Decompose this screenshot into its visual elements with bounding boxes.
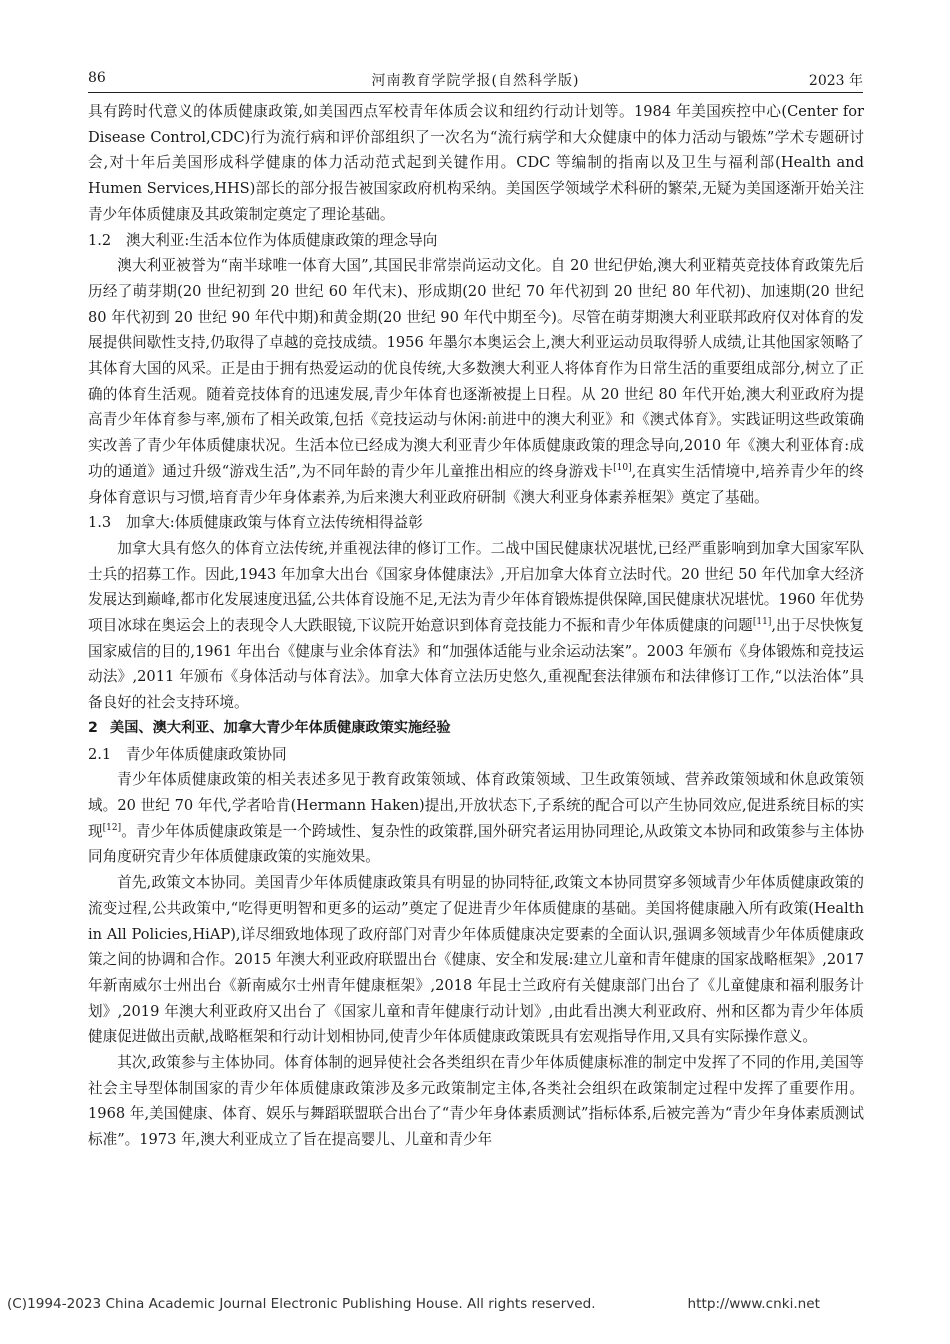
copyright-footer	[0, 1296, 950, 1316]
paragraph	[88, 767, 864, 870]
paragraph-text: ,出于尽快恢复国家威信的目的,1961 年出台《健康与业余体育法》和“加强体适能与业余运动法案”。2003 年颁布《身体锻炼和竞技运动法》,2011 年颁布《身体活动与体育法》。加拿大体育立法历史悠久,重视配套法律颁布和法律修订工作,“以法治体”具备良好的社会支持环境。	[88, 617, 865, 712]
paragraph	[88, 253, 864, 510]
paragraph: 其次,政策参与主体协同。体育体制的迥异使社会各类组织在青少年体质健康标准的制定中发挥了不同的作用,美国等社会主导型体制国家的青少年体质健康政策涉及多元政策制定主体,各类社会组织在政策制定过程中发挥了重要作用。1968 年,美国健康、体育、娱乐与舞蹈联盟联合出台了“青少年身体素质测试”指标体系,后被完善为“青少年身体素质测试标准”。1973 年,澳大利亚成立了旨在提高婴儿、儿童和青少年	[88, 1054, 864, 1149]
paragraph-text: 青少年体质健康政策的相关表述多见于教育政策领域、体育政策领域、卫生政策领域、营养政策领域和休息政策领域。20 世纪 70 年代,学者哈肯(Hermann Haken)提出,开放状态下,子系统的配合可以产生协同效应,促进系统目标的实现	[88, 771, 864, 840]
paragraph: 首先,政策文本协同。美国青少年体质健康政策具有明显的协同特征,政策文本协同贯穿多领域青少年体质健康政策的流变过程,公共政策中,“吃得更明智和更多的运动”奠定了促进青少年体质健康的基础。美国将健康融入所有政策(Health in All Policies,HiAP),详尽细致地体现了政府部门对青少年体质健康决定要素的全面认识,强调多领域青少年体质健康政策之间的协调和合作。2015 年澳大利亚政府联盟出台《健康、安全和发展:建立儿童和青年健康的国家战略框架》,2017 年新南威尔士州出台《新南威尔士州青年健康框架》,2018 年昆士兰政府有关健康部门出台了《儿童健康和福利服务计划》,2019 年澳大利亚政府又出台了《国家儿童和青年健康行动计划》,由此看出澳大利亚政府、州和区都为青少年体质健康促进做出贡献,战略框架和行动计划相协同,使青少年体质健康政策既具有宏观指导作用,又具有实际操作意义。	[88, 874, 864, 1046]
paragraph	[88, 536, 864, 716]
section-number: 1.3	[88, 514, 112, 532]
section-heading-2-1	[88, 742, 864, 768]
citation-ref: [11]	[752, 617, 772, 628]
paragraph: 具有跨时代意义的体质健康政策,如美国西点军校青年体质会议和纽约行动计划等。1984 年美国疾控中心(Center for Disease Control,CDC)行为流行病和评价部组织了一次名为“流行病学和大众健康中的体力活动与锻炼”学术专题研讨会,对十年后美国形成科学健康的体力活动范式起到关键作用。CDC 等编制的指南以及卫生与福利部(Health and Humen Services,HHS)部长的部分报告被国家政府机构采纳。美国医学领域学术科研的繁荣,无疑为美国逐渐开始关注青少年体质健康及其政策制定奠定了理论基础。	[88, 103, 864, 223]
page-number: 86	[88, 70, 106, 86]
citation-ref: [10]	[613, 462, 632, 473]
section-heading-1-3	[88, 510, 864, 536]
copyright-notice: (C)1994-2023 China Academic Journal Electronic Publishing House. All rights reserved.	[7, 1296, 596, 1312]
paragraph-text: 澳大利亚被誉为“南半球唯一体育大国”,其国民非常崇尚运动文化。自 20 世纪伊始,澳大利亚精英竞技体育政策先后历经了萌芽期(20 世纪初到 20 世纪 60 年代末)、形成期(20 世纪 70 年代初到 20 世纪 80 年代初)、加速期(20 世纪 80 年代初到 20 世纪 90 年代中期)和黄金期(20 世纪 90 年代中期至今)。尽管在萌芽期澳大利亚联邦政府仅对体育的发展提供间歇性支持,仍取得了卓越的竞技成绩。1956 年墨尔本奥运会上,澳大利亚运动员取得骄人成绩,让其他国家领略了其体育大国的风采。正是由于拥有热爱运动的优良传统,大多数澳大利亚人将体育作为日常生活的重要组成部分,树立了正确的体育生活观。随着竞技体育的迅速发展,青少年体育也逐渐被提上日程。从 20 世纪 80 年代开始,澳大利亚政府为提高青少年体育参与率,颁布了相关政策,包括《竞技运动与休闲:前进中的澳大利亚》和《澳式体育》。实践证明这些政策确实改善了青少年体质健康状况。生活本位已经成为澳大利亚青少年体质健康政策的理念导向,2010 年《澳大利亚体育:成功的通道》通过升级“游戏生活”,为不同年龄的青少年儿童推出相应的终身游戏卡	[88, 257, 864, 480]
section-number: 1.2	[88, 231, 112, 249]
source-url[interactable]: http://www.cnki.net	[687, 1296, 820, 1312]
running-header	[88, 66, 863, 93]
article-body	[88, 99, 864, 1153]
section-title: 澳大利亚:生活本位作为体质健康政策的理念导向	[126, 231, 438, 249]
journal-title: 河南教育学院学报(自然科学版)	[371, 73, 580, 89]
citation-ref: [12]	[102, 822, 122, 833]
section-title: 美国、澳大利亚、加拿大青少年体质健康政策实施经验	[110, 719, 451, 736]
section-title: 加拿大:体质健康政策与体育立法传统相得益彰	[126, 514, 423, 532]
publication-year: 2023 年	[808, 73, 863, 89]
paragraph-text: 加拿大具有悠久的体育立法传统,并重视法律的修订工作。二战中国民健康状况堪忧,已经严重影响到加拿大国家军队士兵的招募工作。因此,1943 年加拿大出台《国家身体健康法》,开启加拿大体育立法时代。20 世纪 50 年代加拿大经济发展达到巅峰,都市化发展速度迅猛,公共体育设施不足,无法为青少年体育锻炼提供保障,国民健康状况堪忧。1960 年优势项目冰球在奥运会上的表现令人大跌眼镜,下议院开始意识到体育竞技能力不振和青少年体质健康的问题	[88, 539, 864, 635]
section-heading-2	[88, 716, 864, 742]
section-number: 2.1	[88, 745, 112, 763]
section-number: 2	[88, 719, 98, 736]
paragraph-text: 。青少年体质健康政策是一个跨域性、复杂性的政策群,国外研究者运用协同理论,从政策文本协同和政策参与主体协同角度研究青少年体质健康政策的实施效果。	[88, 822, 864, 866]
paragraph-text: ,在真实生活情境中,培养青少年的终身体育意识与习惯,培育青少年身体素养,为后来澳大利亚政府研制《澳大利亚身体素养框架》奠定了基础。	[88, 462, 864, 506]
section-heading-1-2	[88, 228, 864, 254]
section-title: 青少年体质健康政策协同	[126, 745, 287, 763]
